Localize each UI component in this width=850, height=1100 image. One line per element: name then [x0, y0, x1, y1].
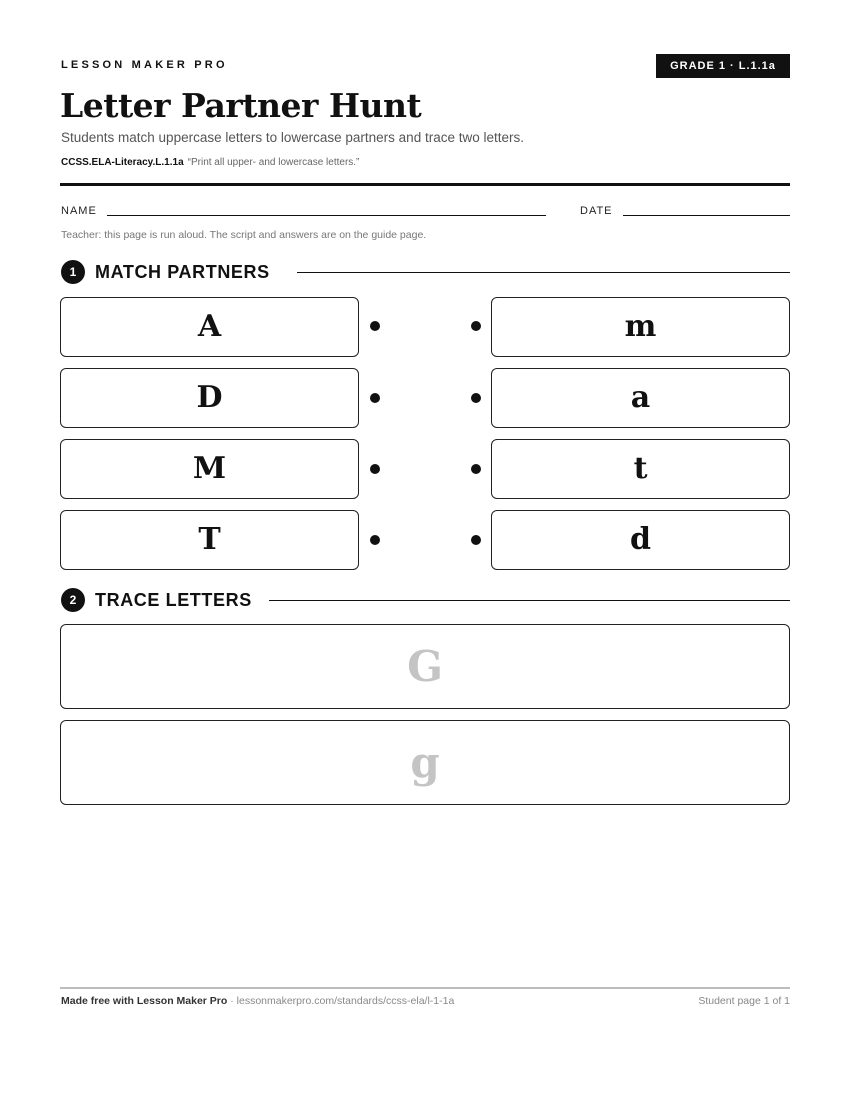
section-number: 1 [61, 260, 85, 284]
footer-url[interactable]: · lessonmakerpro.com/standards/ccss-ela/l-1-1a [227, 995, 455, 1007]
match-dot-right[interactable] [471, 464, 481, 474]
uppercase-letter: M [192, 451, 227, 486]
match-dot-left[interactable] [370, 464, 380, 474]
lowercase-letter: a [630, 380, 651, 415]
trace-box[interactable] [60, 720, 790, 805]
lowercase-card [491, 439, 790, 499]
lowercase-letter: t [633, 451, 648, 486]
uppercase-card [60, 297, 359, 357]
match-dot-left[interactable] [370, 393, 380, 403]
section-number: 2 [61, 588, 85, 612]
lowercase-letter: m [624, 309, 657, 344]
standard-quote: “Print all upper- and lowercase letters.” [187, 157, 360, 168]
trace-box[interactable] [60, 624, 790, 709]
name-field[interactable] [107, 215, 546, 216]
footer-divider [60, 987, 790, 989]
date-field[interactable] [623, 215, 790, 216]
section-trace-header [61, 588, 252, 612]
match-dot-right[interactable] [471, 321, 481, 331]
match-dot-right[interactable] [471, 535, 481, 545]
name-label: NAME [61, 205, 97, 217]
match-dot-right[interactable] [471, 393, 481, 403]
uppercase-letter: T [198, 522, 221, 557]
uppercase-card [60, 368, 359, 428]
trace-letter: g [410, 737, 440, 787]
date-label: DATE [580, 205, 613, 217]
uppercase-card [60, 510, 359, 570]
page-subtitle: Students match uppercase letters to lowercase partners and trace two letters. [61, 130, 524, 145]
uppercase-letter: A [197, 309, 222, 344]
uppercase-card [60, 439, 359, 499]
lowercase-card [491, 297, 790, 357]
teacher-note: Teacher: this page is run aloud. The script and answers are on the guide page. [61, 229, 427, 241]
grade-badge: GRADE 1 · L.1.1a [656, 54, 790, 78]
standard-code: CCSS.ELA-Literacy.L.1.1a [61, 157, 184, 168]
footer-credit [61, 995, 454, 1007]
trace-letter: G [407, 641, 443, 691]
footer-page-number: Student page 1 of 1 [698, 995, 790, 1007]
section-divider [297, 272, 790, 273]
lowercase-letter: d [630, 522, 651, 557]
section-divider [269, 600, 790, 601]
section-match-header [61, 260, 270, 284]
lowercase-card [491, 368, 790, 428]
section-title: MATCH PARTNERS [95, 261, 270, 282]
section-title: TRACE LETTERS [95, 589, 252, 610]
uppercase-letter: D [196, 380, 223, 415]
match-dot-left[interactable] [370, 321, 380, 331]
standard-reference [61, 157, 359, 168]
brand-name: LESSON MAKER PRO [61, 59, 228, 71]
lowercase-card [491, 510, 790, 570]
match-dot-left[interactable] [370, 535, 380, 545]
page-title: Letter Partner Hunt [60, 86, 422, 125]
header-divider [60, 183, 790, 186]
footer-made-with: Made free with Lesson Maker Pro [61, 995, 228, 1007]
